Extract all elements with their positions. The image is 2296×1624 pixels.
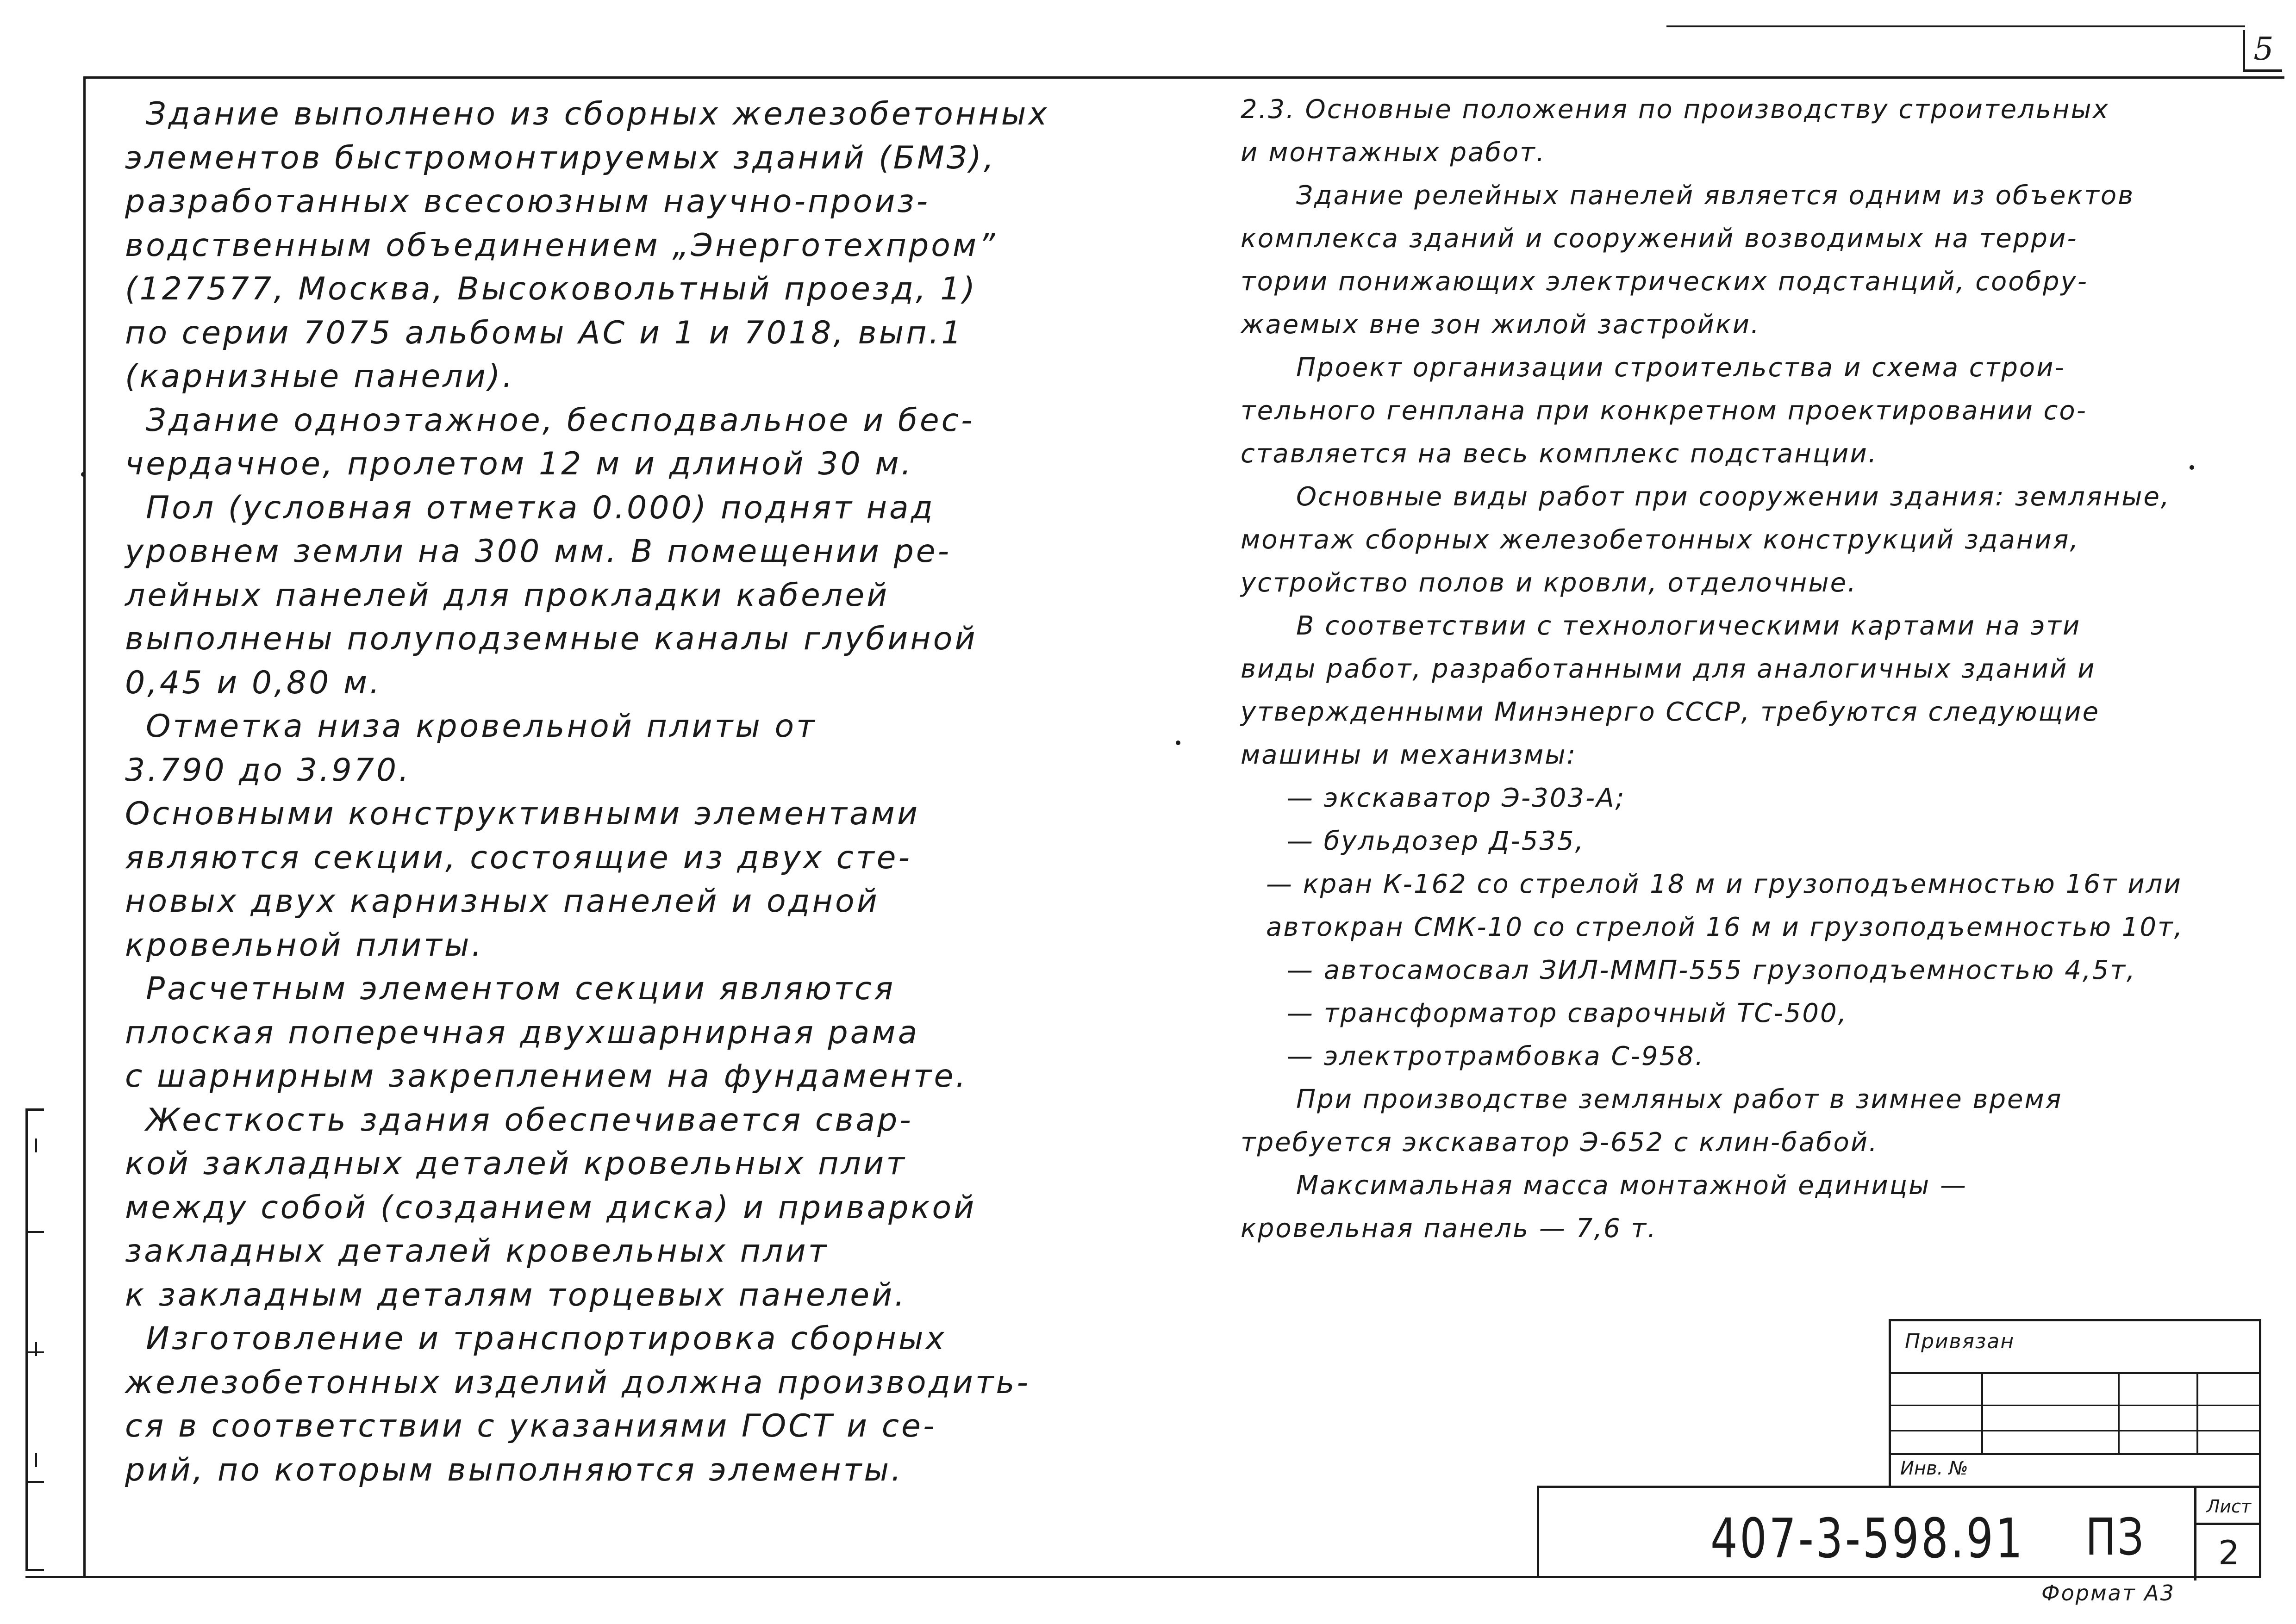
text-line: Изготовление и транспортировка сборных (146, 1320, 947, 1357)
text-line: Основными конструктивными элементами (125, 796, 920, 832)
text-line: плоская поперечная двухшарнирная рама (125, 1014, 920, 1051)
list-item: — экскаватор Э-303-А; (1287, 783, 1626, 813)
text-line: В соответствии с технологическими картами на эти (1296, 611, 2081, 641)
text-line: монтаж сборных железобетонных конструкций здания, (1241, 525, 2080, 555)
stamp-row-line-2 (1891, 1405, 2259, 1406)
text-line: Жесткость здания обеспечивается свар- (146, 1101, 913, 1139)
machinery-list (1241, 777, 2264, 1078)
right-text-column (1241, 88, 2264, 1250)
left-paragraph-7 (125, 1099, 1076, 1318)
section-heading (1241, 88, 2264, 174)
sheet-number: 2 (2218, 1533, 2240, 1572)
binding-strip-divider-1 (28, 1231, 44, 1233)
text-line: и монтажных работ. (1241, 137, 1546, 168)
list-item: — кран К-162 со стрелой 18 м и грузоподъемностью 16т или (1266, 869, 2182, 899)
right-paragraph-3 (1241, 475, 2264, 604)
binding-strip (25, 1108, 44, 1571)
text-line: (карнизные панели). (125, 358, 515, 395)
text-line: железобетонных изделий должна производить- (125, 1364, 1031, 1401)
inventory-number-label: Инв. № (1900, 1458, 1968, 1479)
right-paragraph-5 (1241, 1078, 2264, 1164)
stamp-row-line-3 (1891, 1430, 2259, 1431)
text-line: машины и механизмы: (1241, 740, 1577, 770)
left-paragraph-6 (125, 967, 1076, 1099)
text-line: Отметка низа кровельной плиты от (146, 708, 817, 745)
left-paragraph-2 (125, 399, 1076, 486)
text-line: чердачное, пролетом 12 м и длиной 30 м. (125, 446, 914, 482)
binding-tick-2 (35, 1342, 37, 1356)
text-line: Пол (условная отметка 0.000) поднят над (146, 489, 935, 526)
text-line: с шарнирным закреплением на фундаменте. (125, 1058, 968, 1095)
document-code: 407-3-598.91 (1710, 1506, 2025, 1570)
left-paragraph-5 (125, 792, 1076, 967)
text-line: виды работ, разработанными для аналогичных зданий и (1241, 654, 2096, 684)
text-line: ставляется на весь комплекс подстанции. (1241, 439, 1878, 469)
text-line: водственным объединением „Энерготехпром” (125, 227, 998, 264)
text-line: закладных деталей кровельных плит (125, 1233, 829, 1269)
text-line: 2.3. Основные положения по производству строительных (1241, 94, 2109, 124)
text-line: кровельная панель — 7,6 т. (1241, 1213, 1657, 1244)
binding-tick-1 (35, 1139, 37, 1152)
text-line: 0,45 и 0,80 м. (125, 664, 382, 701)
list-item: автокран СМК-10 со стрелой 16 м и грузоподъемностью 10т, (1266, 912, 2184, 942)
text-line: Расчетным элементом секции являются (146, 971, 896, 1007)
text-line: между собой (созданием диска) и приваркой (125, 1189, 977, 1226)
stamp-row-line-4 (1891, 1453, 2259, 1455)
text-line: тельного генплана при конкретном проектировании со- (1241, 396, 2087, 426)
left-paragraph-1 (125, 93, 1076, 399)
title-block-main (1537, 1486, 2259, 1578)
text-line: кровельной плиты. (125, 927, 484, 964)
text-line: элементов быстромонтируемых зданий (БМЗ), (125, 139, 996, 176)
text-line: по серии 7075 альбомы АС и 1 и 7018, вып.1 (125, 314, 964, 351)
frame-top-line (86, 76, 2284, 79)
text-line: ся в соответствии с указаниями ГОСТ и се- (125, 1408, 937, 1444)
stamp-col-line-2 (2118, 1372, 2120, 1453)
list-item: — трансформатор сварочный ТС-500, (1287, 998, 1848, 1028)
text-line: лейных панелей для прокладки кабелей (125, 577, 890, 614)
list-item: — электротрамбовка С-958. (1287, 1041, 1705, 1071)
left-paragraph-3 (125, 486, 1076, 705)
text-line: Здание одноэтажное, бесподвальное и бес- (146, 402, 975, 439)
stamp-col-line-3 (2196, 1372, 2198, 1453)
page-number: 5 (2253, 31, 2274, 68)
text-line: новых двух карнизных панелей и одной (125, 883, 880, 920)
text-line: Здание выполнено из сборных железобетонных (146, 96, 1049, 132)
stamp-row-line-1 (1891, 1372, 2259, 1374)
scan-speck (2190, 465, 2194, 470)
text-line: Здание релейных панелей является одним из объектов (1296, 180, 2135, 211)
text-line: Проект организации строительства и схема строи- (1296, 353, 2065, 383)
stamp-col-line-1 (1981, 1372, 1983, 1453)
text-line: При производстве земляных работ в зимнее время (1296, 1084, 2063, 1114)
format-label: Формат А3 (2041, 1580, 2175, 1605)
right-paragraph-4 (1241, 604, 2264, 777)
page-number-box (2243, 30, 2282, 72)
text-line: 3.790 до 3.970. (125, 752, 411, 789)
left-text-column (125, 93, 1076, 1492)
text-line: Основные виды работ при сооружении здания: земляные, (1296, 482, 2171, 512)
text-line: уровнем земли на 300 мм. В помещении ре- (125, 533, 952, 570)
list-item: — автосамосвал ЗИЛ-ММП-555 грузоподъемностью 4,5т, (1287, 955, 2136, 985)
right-paragraph-1 (1241, 174, 2264, 346)
right-paragraph-2 (1241, 346, 2264, 475)
top-right-stub-line (1666, 25, 2245, 27)
text-line: утвержденными Минэнерго СССР, требуются следующие (1241, 697, 2100, 727)
text-line: к закладным деталям торцевых панелей. (125, 1276, 907, 1313)
text-line: тории понижающих электрических подстанций, сообру- (1241, 267, 2088, 297)
scan-speck (1176, 740, 1180, 745)
list-item: — бульдозер Д-535, (1287, 826, 1585, 856)
privyazan-stamp-table (1889, 1319, 2259, 1486)
text-line: (127577, Москва, Высоковольтный проезд, 1) (125, 271, 978, 307)
text-line: жаемых вне зон жилой застройки. (1241, 310, 1760, 340)
privyazan-label: Привязан (1905, 1330, 2015, 1353)
sheet-label: Лист (2196, 1488, 2261, 1525)
document-section: ПЗ (2085, 1507, 2145, 1567)
text-line: устройство полов и кровли, отделочные. (1241, 568, 1857, 598)
text-line: выполнены полуподземные каналы глубиной (125, 621, 978, 657)
binding-strip-divider-3 (28, 1481, 44, 1483)
text-line: рий, по которым выполняются элементы. (125, 1451, 904, 1488)
frame-left-line (83, 76, 86, 1578)
text-line: являются секции, состоящие из двух сте- (125, 839, 912, 876)
left-paragraph-8 (125, 1317, 1076, 1492)
text-line: комплекса зданий и сооружений возводимых на терри- (1241, 224, 2078, 254)
scan-speck (81, 472, 86, 477)
text-line: Максимальная масса монтажной единицы — (1296, 1170, 1967, 1201)
binding-tick-3 (35, 1453, 37, 1467)
right-paragraph-6 (1241, 1164, 2264, 1250)
text-line: разработанных всесоюзным научно-произ- (125, 183, 930, 220)
text-line: кой закладных деталей кровельных плит (125, 1145, 907, 1182)
left-paragraph-4 (125, 705, 1076, 792)
sheet-number-cell (2194, 1488, 2261, 1580)
text-line: требуется экскаватор Э-652 с клин-бабой. (1241, 1127, 1878, 1157)
